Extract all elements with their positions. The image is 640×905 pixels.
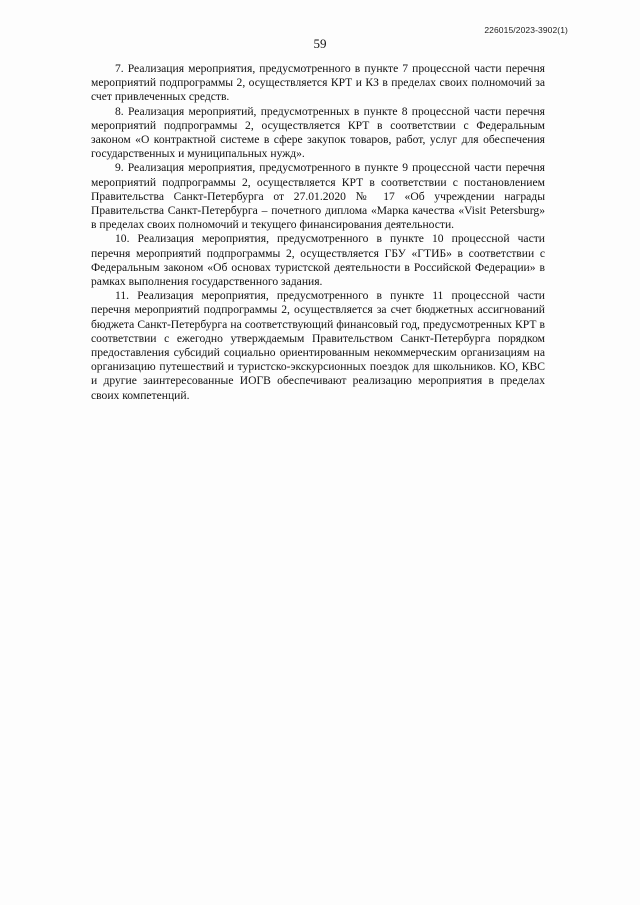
paragraph-item-9: 9. Реализация мероприятия, предусмотренного в пункте 9 процессной части перечня мероприятий подпрограммы 2, осуществляется КРТ в соответствии с постановлением Правительства Санкт-Петербурга от 27.01.2020 № 17 «Об учреждении награды Правительства Санкт-Петербурга – почетного диплома «Марка качества «Visit Petersburg» в пределах своих полномочий и текущего финансирования деятельности. <box>91 161 545 232</box>
paragraph-item-10: 10. Реализация мероприятия, предусмотренного в пункте 10 процессной части перечня мероприятий подпрограммы 2, осуществляется ГБУ «ГТИБ» в соответствии с Федеральным законом «Об основах туристской деятельности в Российской Федерации» в рамках выполнения государственного задания. <box>91 232 545 289</box>
page-number: 59 <box>313 36 327 51</box>
document-id: 226015/2023-3902(1) <box>484 25 568 35</box>
paragraph-item-8: 8. Реализация мероприятий, предусмотренных в пункте 8 процессной части перечня мероприятий подпрограммы 2, осуществляется КРТ в соответствии с Федеральным законом «О контрактной системе в сфере закупок товаров, работ, услуг для обеспечения государственных и муниципальных нужд». <box>91 104 545 161</box>
document-body <box>91 62 545 403</box>
paragraph-item-11: 11. Реализация мероприятия, предусмотренного в пункте 11 процессной части перечня мероприятий подпрограммы 2, осуществляется за счет бюджетных ассигнований бюджета Санкт-Петербурга на соответствующий финансовый год, предусмотренных КРТ в соответствии с ежегодно утверждаемым Правительством Санкт-Петербурга порядком предоставления субсидий социально ориентированным некоммерческим организациям на организацию путешествий и туристско-экскурсионных поездок для школьников. КО, КВС и другие заинтересованные ИОГВ обеспечивают реализацию мероприятия в пределах своих компетенций. <box>91 289 545 402</box>
paragraph-item-7: 7. Реализация мероприятия, предусмотренного в пункте 7 процессной части перечня мероприятий подпрограммы 2, осуществляется КРТ и КЗ в пределах своих полномочий за счет привлеченных средств. <box>91 62 545 104</box>
